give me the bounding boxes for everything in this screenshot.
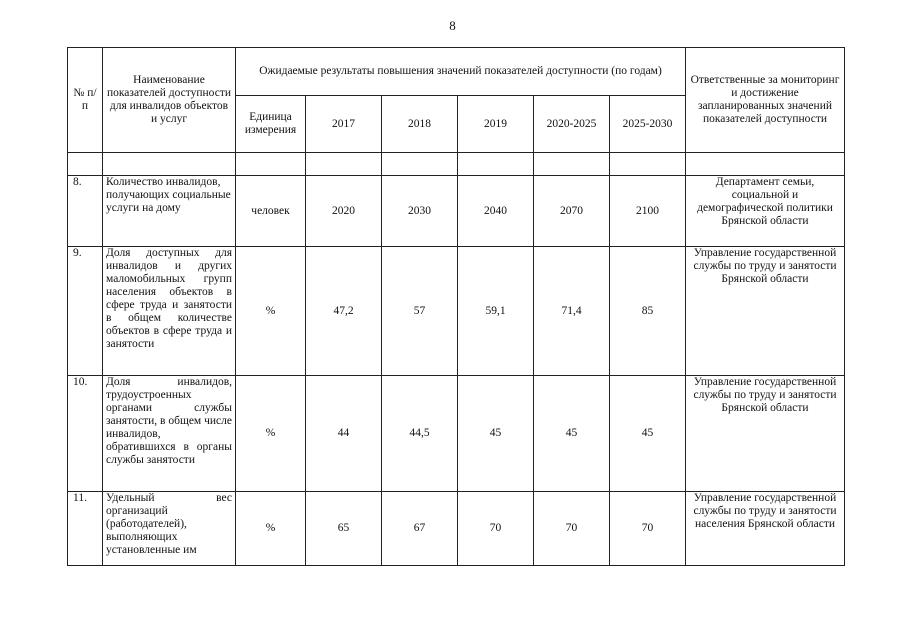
header-num: № п/п xyxy=(68,48,103,153)
unit-cell: человек xyxy=(236,176,306,247)
row-number: 9. xyxy=(68,247,103,376)
header-unit: Единица измерения xyxy=(236,96,306,153)
empty-row xyxy=(68,153,845,176)
value-cell: 47,2 xyxy=(306,247,382,376)
table-row xyxy=(68,176,845,247)
unit-cell: % xyxy=(236,492,306,566)
responsible-cell: Департамент семьи, социальной и демографической политики Брянской области xyxy=(686,176,845,247)
unit-cell: % xyxy=(236,247,306,376)
header-year: 2018 xyxy=(382,96,458,153)
value-cell: 45 xyxy=(534,376,610,492)
value-cell: 44 xyxy=(306,376,382,492)
header-year: 2025-2030 xyxy=(610,96,686,153)
header-row-top xyxy=(68,48,845,96)
table-row xyxy=(68,247,845,376)
value-cell: 70 xyxy=(610,492,686,566)
header-responsible: Ответственные за мониторинг и достижение запланированных значений показателей доступности xyxy=(686,48,845,153)
row-number: 11. xyxy=(68,492,103,566)
value-cell: 2040 xyxy=(458,176,534,247)
value-cell: 67 xyxy=(382,492,458,566)
row-number: 8. xyxy=(68,176,103,247)
value-cell: 71,4 xyxy=(534,247,610,376)
value-cell: 44,5 xyxy=(382,376,458,492)
responsible-cell: Управление государственной службы по труду и занятости населения Брянской области xyxy=(686,492,845,566)
page-number: 8 xyxy=(449,18,456,33)
header-year: 2017 xyxy=(306,96,382,153)
unit-cell: % xyxy=(236,376,306,492)
value-cell: 70 xyxy=(458,492,534,566)
indicator-name: Доля доступных для инвалидов и других маломобильных групп населения объектов в сфере труда и занятости в общем количестве объектов в сфере труда и занятости xyxy=(103,247,236,376)
value-cell: 2030 xyxy=(382,176,458,247)
table-row xyxy=(68,376,845,492)
header-indicator-name: Наименование показателей доступности для инвалидов объектов и услуг xyxy=(103,48,236,153)
header-expected-results: Ожидаемые результаты повышения значений показателей доступности (по годам) xyxy=(236,48,686,96)
row-number: 10. xyxy=(68,376,103,492)
indicator-name: Доля инвалидов, трудоустроенных органами службы занятости, в общем числе инвалидов, обратившихся в органы службы занятости xyxy=(103,376,236,492)
value-cell: 45 xyxy=(610,376,686,492)
header-year: 2019 xyxy=(458,96,534,153)
responsible-cell: Управление государственной службы по труду и занятости Брянской области xyxy=(686,376,845,492)
header-year: 2020-2025 xyxy=(534,96,610,153)
value-cell: 85 xyxy=(610,247,686,376)
table-row xyxy=(68,492,845,566)
value-cell: 45 xyxy=(458,376,534,492)
value-cell: 70 xyxy=(534,492,610,566)
value-cell: 59,1 xyxy=(458,247,534,376)
value-cell: 2100 xyxy=(610,176,686,247)
value-cell: 65 xyxy=(306,492,382,566)
indicator-name: Удельный вес организаций (работодателей), выполняющих установленные им xyxy=(103,492,236,566)
indicator-name: Количество инвалидов, получающих социальные услуги на дому xyxy=(103,176,236,247)
responsible-cell: Управление государственной службы по труду и занятости Брянской области xyxy=(686,247,845,376)
indicators-table xyxy=(67,47,845,566)
value-cell: 57 xyxy=(382,247,458,376)
value-cell: 2070 xyxy=(534,176,610,247)
value-cell: 2020 xyxy=(306,176,382,247)
